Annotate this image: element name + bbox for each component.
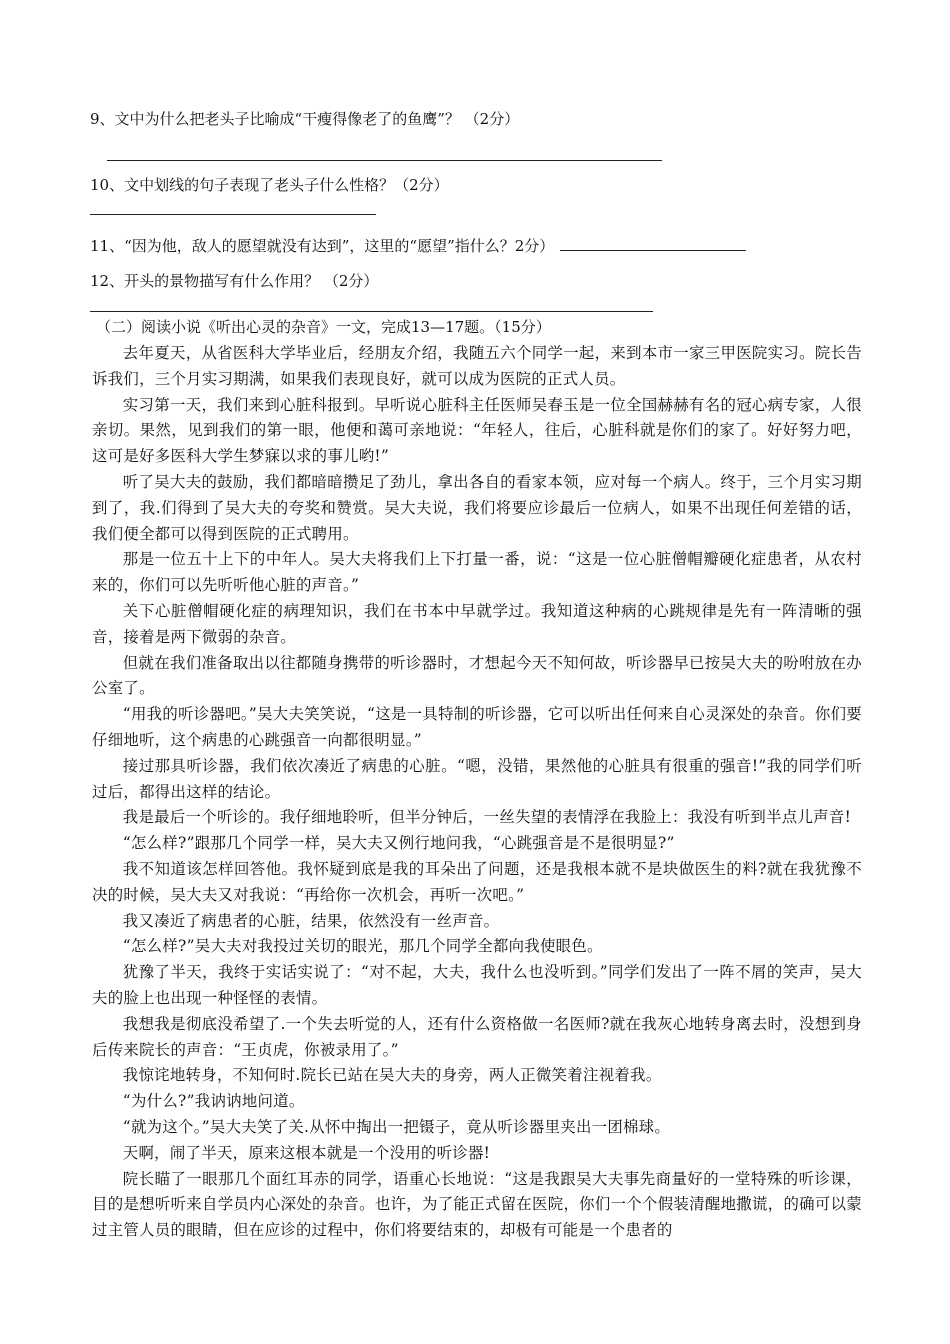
paragraph: 我想我是彻底没希望了.一个失去听觉的人，还有什么资格做一名医师?就在我灰心地转身离去时，没想到身后传来院长的声音：“王贞虎，你被录用了。” — [92, 1014, 862, 1059]
paragraph: “怎么样?”跟那几个同学一样，吴大夫又例行地问我，“心跳强音是不是很明显?” — [122, 834, 675, 853]
question-9: 9、文中为什么把老头子比喻成“干瘦得像老了的鱼鹰”？ （2分） — [90, 110, 520, 128]
paragraph: 听了吴大夫的鼓励，我们都暗暗攒足了劲儿，拿出各自的看家本领，应对每一个病人。终于，三个月实习期到了，我.们得到了吴大夫的夸奖和赞赏。吴大夫说，我们将要应诊最后一位病人，如果不出现任何差错的话，我们便全都可以得到医院的正式聘用。 — [92, 472, 862, 543]
paragraph: “就为这个。”吴大夫笑了关.从怀中掏出一把镊子，竟从听诊器里夹出一团棉球。 — [122, 1117, 671, 1136]
question-10: 10、文中划线的句子表现了老头子什么性格？（2分） — [90, 176, 449, 194]
paragraph: 我惊诧地转身，不知何时.院长已站在吴大夫的身旁，两人正微笑着注视着我。 — [122, 1066, 662, 1085]
paragraph: 犹豫了半天，我终于实话实说了：“对不起，大夫，我什么也没听到。”同学们发出了一阵不屑的笑声，吴大夫的脸上也出现一种怪怪的表情。 — [92, 963, 862, 1007]
paragraph: 接过那具听诊器，我们依次凑近了病患的心脏。“嗯，没错，果然他的心脏具有很重的强音!”我的同学们听过后，都得出这样的结论。 — [92, 756, 862, 801]
paragraph: 关下心脏僧帽硬化症的病理知识，我们在书本中早就学过。我知道这种病的心跳规律是先有一阵清晰的强音，接着是两下微弱的杂音。 — [92, 601, 862, 646]
paragraph: 但就在我们准备取出以往都随身携带的听诊器时，才想起今天不知何故，听诊器早已按吴大夫的吩咐放在办公室了。 — [92, 653, 862, 698]
paragraph: 天啊，闹了半天，原来这根本就是一个没用的听诊器! — [122, 1143, 491, 1162]
story-text — [92, 341, 862, 1244]
answer-line-10[interactable] — [90, 214, 376, 215]
section-title: （二）阅读小说《听出心灵的杂音》一文，完成13—17题。（15分） — [96, 318, 551, 336]
paragraph: 我是最后一个听诊的。我仔细地聆听，但半分钟后，一丝失望的表情浮在我脸上：我没有听到半点儿声音! — [122, 808, 852, 827]
question-11-text: 11、“因为他，敌人的愿望就没有达到”，这里的“愿望”指什么？2分） — [90, 237, 555, 255]
paragraph: 我不知道该怎样回答他。我怀疑到底是我的耳朵出了问题，还是我根本就不是块做医生的料?就在我犹豫不决的时候，吴大夫又对我说：“再给你一次机会，再听一次吧。” — [92, 859, 862, 904]
paragraph: 去年夏天，从省医科大学毕业后，经朋友介绍，我随五六个同学一起，来到本市一家三甲医院实习。院长告诉我们，三个月实习期满，如果我们表现良好，就可以成为医院的正式人员。 — [92, 344, 862, 388]
answer-line-12[interactable] — [90, 311, 653, 312]
paragraph: “怎么样?”吴大夫对我投过关切的眼光，那几个同学全都向我使眼色。 — [122, 937, 603, 956]
paragraph: “用我的听诊器吧。”吴大夫笑笑说，“这是一具特制的听诊器，它可以听出任何来自心灵深处的杂音。你们要仔细地听，这个病患的心跳强音一向都很明显。” — [92, 705, 862, 749]
paragraph: 那是一位五十上下的中年人。吴大夫将我们上下打量一番，说：“这是一位心脏僧帽瓣硬化症患者，从农村来的，你们可以先听听他心脏的声音。” — [92, 550, 862, 595]
question-12: 12、开头的景物描写有什么作用？ （2分） — [90, 272, 379, 290]
paragraph: 实习第一天，我们来到心脏科报到。早听说心脏科主任医师吴春玉是一位全国赫赫有名的冠心病专家，人很亲切。果然，见到我们的第一眼，他便和蔼可亲地说：“年轻人，往后，心脏科就是你们的家了。好好努力吧，这可是好多医科大学生梦寐以求的事儿哟!” — [92, 395, 862, 466]
paragraph: 院长瞄了一眼那几个面红耳赤的同学，语重心长地说：“这是我跟吴大夫事先商量好的一堂特殊的听诊课，目的是想听听来自学员内心深处的杂音。也许，为了能正式留在医院，你们一个个假装清醒地撒谎，的确可以蒙过主管人员的眼睛，但在应诊的过程中，你们将要结束的，却极有可能是一个患者的 — [92, 1169, 862, 1240]
paragraph: “为什么?”我讷讷地问道。 — [122, 1092, 305, 1111]
paragraph: 我又凑近了病患者的心脏，结果，依然没有一丝声音。 — [122, 911, 500, 930]
question-11 — [90, 236, 746, 256]
answer-line-11[interactable] — [560, 236, 746, 251]
answer-line-9[interactable] — [107, 160, 662, 161]
